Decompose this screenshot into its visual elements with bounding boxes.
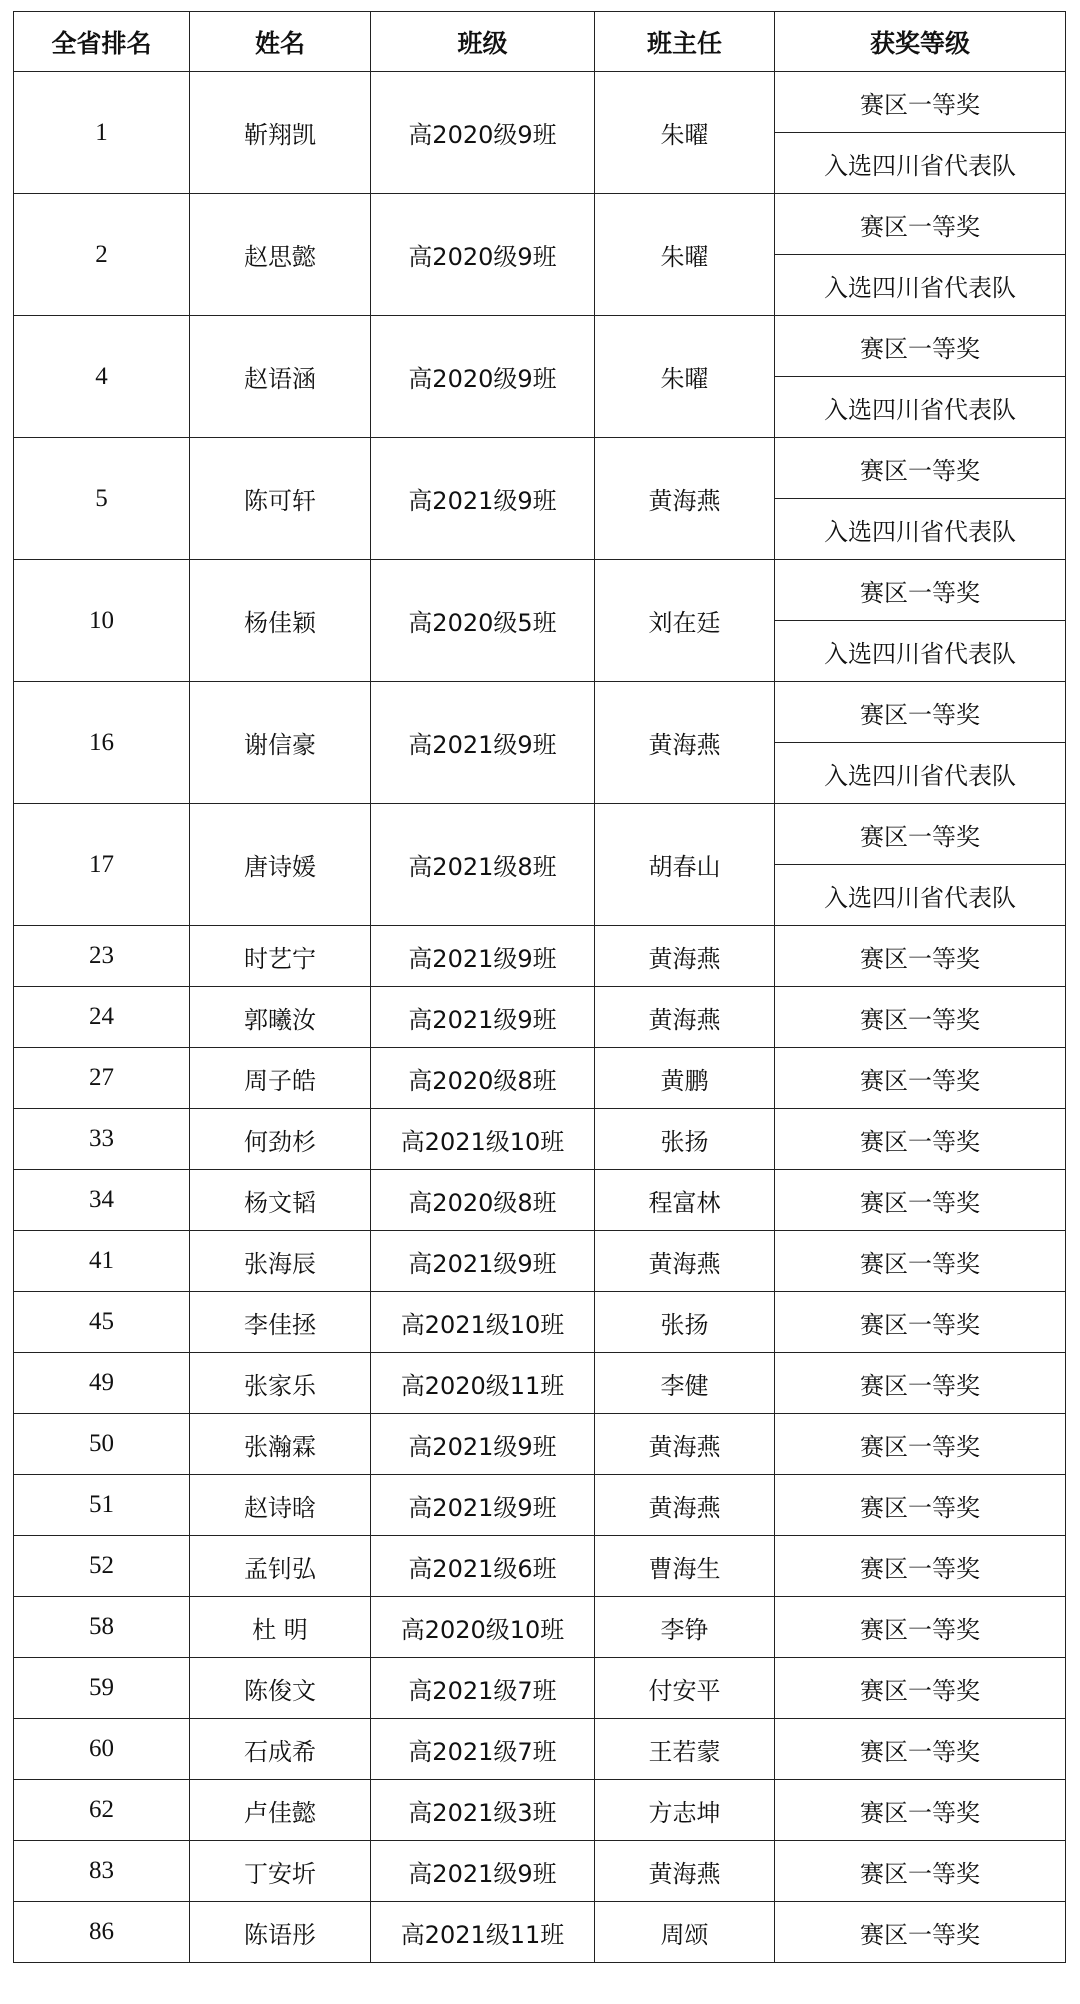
class-cell: 高2021级9班 xyxy=(371,1414,595,1475)
rank-cell: 58 xyxy=(14,1597,190,1658)
teacher-cell: 黄海燕 xyxy=(595,1475,775,1536)
rank-cell: 16 xyxy=(14,682,190,804)
award-cell: 赛区一等奖 xyxy=(775,1292,1066,1353)
rank-cell: 4 xyxy=(14,316,190,438)
teacher-cell: 周颂 xyxy=(595,1902,775,1963)
award-cell: 入选四川省代表队 xyxy=(775,621,1066,682)
rank-cell: 1 xyxy=(14,72,190,194)
header-teacher: 班主任 xyxy=(595,12,775,72)
award-cell: 赛区一等奖 xyxy=(775,1109,1066,1170)
class-cell: 高2021级8班 xyxy=(371,804,595,926)
teacher-cell: 王若蒙 xyxy=(595,1719,775,1780)
class-cell: 高2020级9班 xyxy=(371,194,595,316)
class-cell: 高2021级9班 xyxy=(371,1841,595,1902)
award-cell: 赛区一等奖 xyxy=(775,194,1066,255)
award-cell: 赛区一等奖 xyxy=(775,1780,1066,1841)
teacher-cell: 黄海燕 xyxy=(595,1841,775,1902)
teacher-cell: 付安平 xyxy=(595,1658,775,1719)
teacher-cell: 曹海生 xyxy=(595,1536,775,1597)
class-cell: 高2020级8班 xyxy=(371,1048,595,1109)
header-class: 班级 xyxy=(371,12,595,72)
name-cell: 唐诗媛 xyxy=(190,804,371,926)
table-row xyxy=(14,1231,1066,1292)
rank-cell: 50 xyxy=(14,1414,190,1475)
header-row xyxy=(14,12,1066,72)
name-cell: 时艺宁 xyxy=(190,926,371,987)
class-cell: 高2020级10班 xyxy=(371,1597,595,1658)
class-cell: 高2020级9班 xyxy=(371,72,595,194)
teacher-cell: 朱曜 xyxy=(595,194,775,316)
award-cell: 入选四川省代表队 xyxy=(775,255,1066,316)
class-cell: 高2021级11班 xyxy=(371,1902,595,1963)
award-cell: 赛区一等奖 xyxy=(775,1048,1066,1109)
name-cell: 杨佳颖 xyxy=(190,560,371,682)
class-cell: 高2021级9班 xyxy=(371,1231,595,1292)
name-cell: 何劲杉 xyxy=(190,1109,371,1170)
name-cell: 杨文韬 xyxy=(190,1170,371,1231)
table-row xyxy=(14,1658,1066,1719)
rank-cell: 2 xyxy=(14,194,190,316)
rank-cell: 33 xyxy=(14,1109,190,1170)
award-cell: 赛区一等奖 xyxy=(775,682,1066,743)
header-award: 获奖等级 xyxy=(775,12,1066,72)
class-cell: 高2020级9班 xyxy=(371,316,595,438)
teacher-cell: 朱曜 xyxy=(595,316,775,438)
award-cell: 赛区一等奖 xyxy=(775,438,1066,499)
award-cell: 入选四川省代表队 xyxy=(775,377,1066,438)
class-cell: 高2021级3班 xyxy=(371,1780,595,1841)
rank-cell: 51 xyxy=(14,1475,190,1536)
name-cell: 陈语彤 xyxy=(190,1902,371,1963)
name-cell: 谢信豪 xyxy=(190,682,371,804)
teacher-cell: 方志坤 xyxy=(595,1780,775,1841)
header-name: 姓名 xyxy=(190,12,371,72)
teacher-cell: 刘在廷 xyxy=(595,560,775,682)
rank-cell: 59 xyxy=(14,1658,190,1719)
award-cell: 赛区一等奖 xyxy=(775,1902,1066,1963)
name-cell: 陈可轩 xyxy=(190,438,371,560)
name-cell: 赵思懿 xyxy=(190,194,371,316)
table-row xyxy=(14,1475,1066,1536)
teacher-cell: 朱曜 xyxy=(595,72,775,194)
table-row xyxy=(14,1719,1066,1780)
name-cell: 靳翔凯 xyxy=(190,72,371,194)
teacher-cell: 黄海燕 xyxy=(595,926,775,987)
teacher-cell: 张扬 xyxy=(595,1109,775,1170)
table-row xyxy=(14,1292,1066,1353)
teacher-cell: 张扬 xyxy=(595,1292,775,1353)
name-cell: 孟钊弘 xyxy=(190,1536,371,1597)
name-cell: 赵诗晗 xyxy=(190,1475,371,1536)
rank-cell: 17 xyxy=(14,804,190,926)
class-cell: 高2021级9班 xyxy=(371,1475,595,1536)
header-rank: 全省排名 xyxy=(14,12,190,72)
table-row xyxy=(14,438,1066,499)
rank-cell: 49 xyxy=(14,1353,190,1414)
table-row xyxy=(14,926,1066,987)
rank-cell: 45 xyxy=(14,1292,190,1353)
table-row xyxy=(14,682,1066,743)
rank-cell: 24 xyxy=(14,987,190,1048)
award-cell: 入选四川省代表队 xyxy=(775,499,1066,560)
award-cell: 赛区一等奖 xyxy=(775,1536,1066,1597)
name-cell: 石成希 xyxy=(190,1719,371,1780)
teacher-cell: 黄海燕 xyxy=(595,1231,775,1292)
name-cell: 周子皓 xyxy=(190,1048,371,1109)
table-row xyxy=(14,1109,1066,1170)
award-cell: 赛区一等奖 xyxy=(775,987,1066,1048)
class-cell: 高2021级9班 xyxy=(371,926,595,987)
teacher-cell: 李铮 xyxy=(595,1597,775,1658)
rank-cell: 5 xyxy=(14,438,190,560)
rank-cell: 62 xyxy=(14,1780,190,1841)
rank-cell: 27 xyxy=(14,1048,190,1109)
class-cell: 高2021级6班 xyxy=(371,1536,595,1597)
name-cell: 张家乐 xyxy=(190,1353,371,1414)
class-cell: 高2021级7班 xyxy=(371,1658,595,1719)
teacher-cell: 李健 xyxy=(595,1353,775,1414)
table-row xyxy=(14,1902,1066,1963)
award-cell: 赛区一等奖 xyxy=(775,1170,1066,1231)
name-cell: 丁安圻 xyxy=(190,1841,371,1902)
name-cell: 陈俊文 xyxy=(190,1658,371,1719)
class-cell: 高2021级10班 xyxy=(371,1109,595,1170)
table-row xyxy=(14,72,1066,133)
award-cell: 赛区一等奖 xyxy=(775,1719,1066,1780)
award-cell: 赛区一等奖 xyxy=(775,560,1066,621)
teacher-cell: 黄海燕 xyxy=(595,682,775,804)
table-row xyxy=(14,1170,1066,1231)
name-cell: 赵语涵 xyxy=(190,316,371,438)
award-cell: 赛区一等奖 xyxy=(775,1414,1066,1475)
teacher-cell: 黄海燕 xyxy=(595,438,775,560)
award-cell: 赛区一等奖 xyxy=(775,72,1066,133)
table-row xyxy=(14,1780,1066,1841)
teacher-cell: 黄鹏 xyxy=(595,1048,775,1109)
award-cell: 赛区一等奖 xyxy=(775,1841,1066,1902)
name-cell: 杜 明 xyxy=(190,1597,371,1658)
table-row xyxy=(14,804,1066,865)
table-row xyxy=(14,316,1066,377)
award-table xyxy=(13,11,1066,1963)
table-body xyxy=(14,72,1066,1963)
rank-cell: 23 xyxy=(14,926,190,987)
teacher-cell: 胡春山 xyxy=(595,804,775,926)
name-cell: 卢佳懿 xyxy=(190,1780,371,1841)
award-cell: 赛区一等奖 xyxy=(775,316,1066,377)
award-cell: 入选四川省代表队 xyxy=(775,865,1066,926)
teacher-cell: 黄海燕 xyxy=(595,1414,775,1475)
rank-cell: 52 xyxy=(14,1536,190,1597)
class-cell: 高2021级9班 xyxy=(371,438,595,560)
award-cell: 赛区一等奖 xyxy=(775,1475,1066,1536)
class-cell: 高2020级11班 xyxy=(371,1353,595,1414)
table-row xyxy=(14,560,1066,621)
table-row xyxy=(14,1597,1066,1658)
award-cell: 赛区一等奖 xyxy=(775,1658,1066,1719)
teacher-cell: 黄海燕 xyxy=(595,987,775,1048)
class-cell: 高2020级8班 xyxy=(371,1170,595,1231)
name-cell: 李佳拯 xyxy=(190,1292,371,1353)
table-row xyxy=(14,987,1066,1048)
class-cell: 高2021级10班 xyxy=(371,1292,595,1353)
teacher-cell: 程富林 xyxy=(595,1170,775,1231)
name-cell: 郭曦汝 xyxy=(190,987,371,1048)
award-cell: 赛区一等奖 xyxy=(775,804,1066,865)
class-cell: 高2020级5班 xyxy=(371,560,595,682)
table-row xyxy=(14,1536,1066,1597)
rank-cell: 34 xyxy=(14,1170,190,1231)
class-cell: 高2021级9班 xyxy=(371,987,595,1048)
name-cell: 张海辰 xyxy=(190,1231,371,1292)
table-row xyxy=(14,1841,1066,1902)
class-cell: 高2021级7班 xyxy=(371,1719,595,1780)
table-row xyxy=(14,1048,1066,1109)
rank-cell: 60 xyxy=(14,1719,190,1780)
rank-cell: 83 xyxy=(14,1841,190,1902)
award-cell: 赛区一等奖 xyxy=(775,1231,1066,1292)
rank-cell: 10 xyxy=(14,560,190,682)
table-row xyxy=(14,1414,1066,1475)
award-cell: 赛区一等奖 xyxy=(775,926,1066,987)
award-cell: 赛区一等奖 xyxy=(775,1597,1066,1658)
table-header xyxy=(14,12,1066,72)
award-cell: 入选四川省代表队 xyxy=(775,743,1066,804)
class-cell: 高2021级9班 xyxy=(371,682,595,804)
table-row xyxy=(14,1353,1066,1414)
award-cell: 赛区一等奖 xyxy=(775,1353,1066,1414)
rank-cell: 86 xyxy=(14,1902,190,1963)
name-cell: 张瀚霖 xyxy=(190,1414,371,1475)
rank-cell: 41 xyxy=(14,1231,190,1292)
award-cell: 入选四川省代表队 xyxy=(775,133,1066,194)
table-row xyxy=(14,194,1066,255)
